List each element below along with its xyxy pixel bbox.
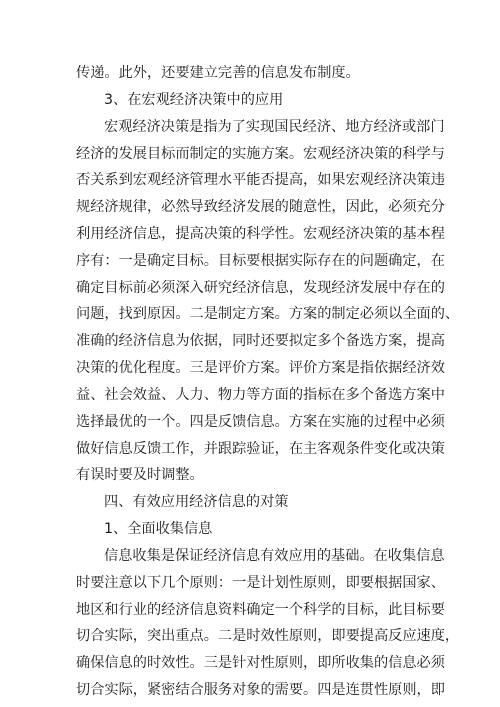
- paragraph-line: 否关系到宏观经济管理水平能否提高，如果宏观经济决策违: [76, 172, 445, 189]
- paragraph-line: 规经济规律，必然导致经济发展的随意性，因此，必须充分: [76, 199, 445, 216]
- section-heading: 3、在宏观经济决策中的应用: [104, 91, 284, 108]
- paragraph-line: 选择最优的一个。四是反馈信息。方案在实施的过程中必须: [76, 413, 445, 430]
- paragraph-line: 序有：一是确定目标。目标要根据实际存在的问题确定，在: [76, 252, 445, 269]
- subsection-heading: 1、全面收集信息: [104, 521, 213, 537]
- paragraph-line: 有误时要及时调整。: [76, 467, 204, 484]
- paragraph-line: 确定目标前必须深入研究经济信息，发现经济发展中存在的: [76, 279, 445, 296]
- paragraph-line: 做好信息反馈工作，并跟踪验证，在主客观条件变化或决策: [76, 440, 445, 457]
- paragraph-line: 时要注意以下几个原则：一是计划性原则，即要根据国家、: [76, 574, 445, 591]
- paragraph-line: 决策的优化程度。三是评价方案。评价方案是指依据经济效: [76, 360, 445, 377]
- paragraph-line: 传递。此外，还要建立完善的信息发布制度。: [76, 65, 360, 81]
- paragraph-line: 问题，找到原因。二是制定方案。方案的制定必须以全面的、: [76, 306, 460, 323]
- paragraph-line: 确保信息的时效性。三是针对性原则，即所收集的信息必须: [76, 655, 445, 672]
- paragraph-line: 切合实际，紧密结合服务对象的需要。四是连贯性原则，即: [76, 682, 445, 698]
- paragraph-line: 准确的经济信息为依据，同时还要拟定多个备选方案，提高: [76, 333, 445, 350]
- paragraph-line: 益、社会效益、人力、物力等方面的指标在多个备选方案中: [76, 386, 445, 403]
- paragraph-line: 经济的发展目标而制定的实施方案。宏观经济决策的科学与: [76, 145, 445, 162]
- section-heading: 四、有效应用经济信息的对策: [104, 494, 289, 511]
- paragraph-line: 利用经济信息，提高决策的科学性。宏观经济决策的基本程: [76, 226, 445, 242]
- paragraph-line: 信息收集是保证经济信息有效应用的基础。在收集信息: [104, 547, 445, 564]
- paragraph-line: 宏观经济决策是指为了实现国民经济、地方经济或部门: [104, 118, 445, 135]
- paragraph-line: 地区和行业的经济信息资料确定一个科学的目标，此目标要: [76, 601, 445, 618]
- paragraph-line: 切合实际，突出重点。二是时效性原则，即要提高反应速度，: [76, 628, 460, 645]
